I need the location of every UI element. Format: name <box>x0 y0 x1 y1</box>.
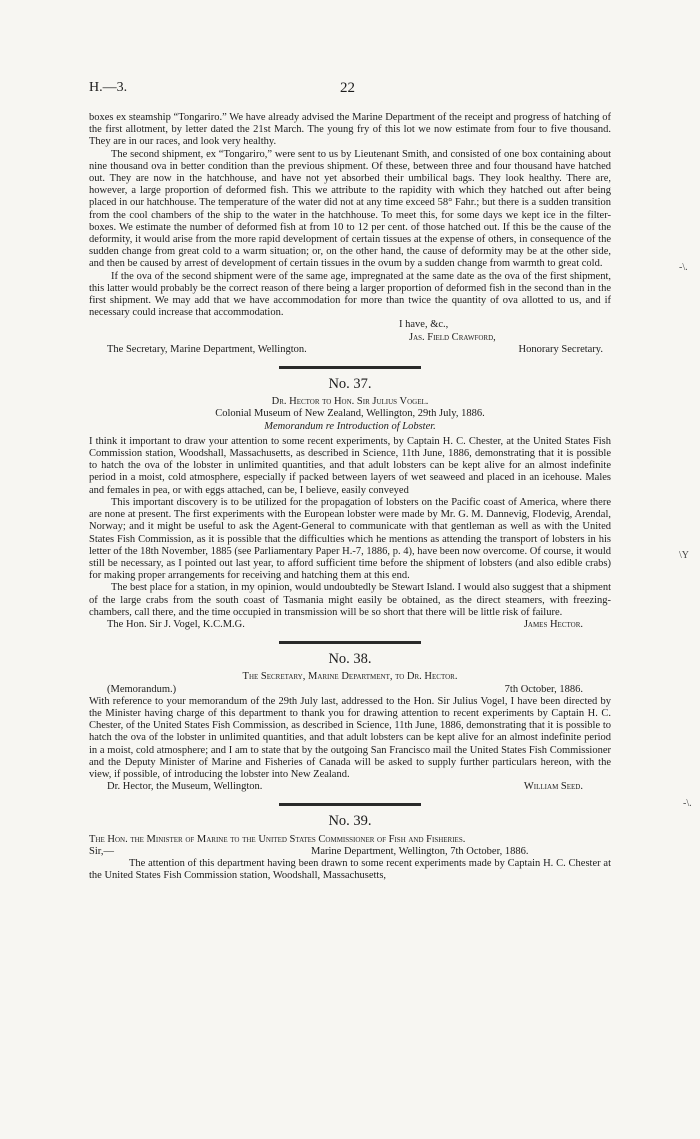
place-date: Marine Department, Wellington, 7th October, 1886. <box>311 845 529 857</box>
memo-date: 7th October, 1886. <box>504 683 583 695</box>
section-from-to: The Hon. the Minister of Marine to the United States Commissioner of Fish and Fisheries. <box>89 833 466 845</box>
section-divider <box>89 641 611 644</box>
addressee: The Hon. Sir J. Vogel, K.C.M.G. <box>107 618 245 630</box>
paragraph: This important discovery is to be utilized for the propagation of lobsters on the Pacific coast of America, where there are none at present. The first experiments with the European lobster were made by Mr. G. M. Dannevig, Flodevig, Arendal, Norway; and it might be useful to ask the Agent-General to communicate with that gentleman as well as with the United States Fish Commission, as it is possible that the difficulties which he mentions as attending the transport of lobsters in his letter of the 18th November, 1885 (see Parliamentary Paper H.-7, 1886, p. 4), have been now overcome. Of course, it would still be necessary, as I pointed out last year, to afford sufficient time before the shipment of lobsters (and also edible crabs) for making proper arrangements for receiving and hatching them at this end. <box>89 496 611 582</box>
section-title: No. 38. <box>328 651 372 668</box>
addressee: Dr. Hector, the Museum, Wellington. <box>107 781 263 793</box>
memo-subject: Memorandum re Introduction of Lobster. <box>264 420 436 432</box>
signer-title: Honorary Secretary. <box>518 343 603 355</box>
memo-date-line <box>89 684 611 696</box>
signature-line <box>89 781 611 793</box>
paragraph: With reference to your memorandum of the 29th July last, addressed to the Hon. Sir Julius Vogel, I have been directed by the Minister having charge of this department to thank you for drawing attention to recent experiments by Captain H. C. Chester, of the United States Fish Commission, as described in Science, 11th June, 1886, demonstrating that it is possible to hatch the ova of the lobster in unlimited quantities, and that adult lobsters can be kept alive for an almost indefinite period in a moist, cold atmosphere; and I am to state that by the outgoing San Francisco mail the United States Fish Commissioner and the Deputy Minister of Marine and Fisheries of Canada will be asked to supply further particulars hereon, with the view, if possible, of introducing the lobster into New Zealand. <box>89 695 611 780</box>
signer-name: James Hector. <box>523 618 583 630</box>
closing: I have, &c., <box>399 319 449 331</box>
page-header-ref: H.—3. <box>89 80 128 95</box>
section-title: No. 39. <box>328 813 372 830</box>
salutation-line <box>89 846 611 858</box>
section-from-to: The Secretary, Marine Department, to Dr. Hector. <box>242 671 458 683</box>
paragraph: The attention of this department having been drawn to some recent experiments made by Captain H. C. Chester at the United States Fish Commission station, Woodshall, Massachusetts, <box>89 857 611 882</box>
margin-mark: \Y <box>679 550 689 561</box>
page-body <box>89 112 611 882</box>
section-title: No. 37. <box>328 376 372 393</box>
signer-name: William Seed. <box>523 781 583 793</box>
paragraph: The best place for a station, in my opinion, would undoubtedly be Stewart Island. I would also suggest that a shipment of the large crabs from the south coast of Tasmania might easily be obtained, as the direct steamers, with freezing-chambers, call there, and the time occupied in transmission will be so short that there will be little risk of failure. <box>89 582 611 618</box>
paragraph: The second shipment, ex “Tongariro,” were sent to us by Lieutenant Smith, and consisted of one box containing about nine thousand ova in better condition than the previous shipment. Of these, between three and four thousand have hatched out. They are now in the hatchhouse, and have not yet absorbed their umbilical bags. They look healthy. There are, however, a large proportion of deformed fish. This we attribute to the rapidity with which they hatched out after being placed in our hatchhouse. The temperature of the water did not at any time exceed 58° Fahr.; but there is a sudden transition from the cool chambers of the ship to the water in the hatchhouse. To meet this, for some days we kept ice in the filter-boxes. We estimate the number of deformed fish at from 10 to 12 per cent. of those hatched out. If this be the cause of the deformity, it would arise from the more rapid development of certain tissues at the expense of others, in consequence of the sudden change from great cold to a warm situation; or, on the other hand, the cause of deformity may be at the other side, and then be caused by arrest of development of certain tissues in the ovum by a sudden change from warmth to great cold. <box>89 148 611 270</box>
place-date: Colonial Museum of New Zealand, Wellington, 29th July, 1886. <box>215 408 485 420</box>
signature-line <box>89 344 611 356</box>
margin-mark: -\. <box>679 262 688 273</box>
paragraph: I think it important to draw your attention to some recent experiments, by Captain H. C. Chester, at the United States Fish Commission station, Woodshall, Massachusetts, as described in Science, 11th June, 1886, demonstrating that it is possible to hatch the ova of the lobster in unlimited quantities, and that adult lobsters can be kept alive for an almost indefinite period in a moist, cold atmosphere, especially if packed between layers of wet seaweed and placed in an icehouse. Males and females in pea, or with eggs attached, can be, I believe, easily conveyed <box>89 435 611 496</box>
section-divider <box>89 803 611 806</box>
signer-name: Jas. Field Crawford, <box>409 331 496 343</box>
addressee: The Secretary, Marine Department, Wellington. <box>107 343 307 355</box>
signature-line <box>89 619 611 631</box>
section-divider <box>89 366 611 369</box>
paragraph: If the ova of the second shipment were of the same age, impregnated at the same date as the ova of the first shipment, this latter would probably be the correct reason of there being a larger proportion of deformed fish in the second than in the first shipment. We may add that we have accommodation for more than twice the quantity of ova allotted to us, and if necessary could increase that accommodation. <box>89 270 611 319</box>
memo-label: (Memorandum.) <box>107 683 177 695</box>
margin-mark: -\. <box>683 798 692 809</box>
salutation: Sir,— <box>89 845 114 857</box>
paragraph: boxes ex steamship “Tongariro.” We have already advised the Marine Department of the receipt and progress of hatching of the first allotment, by letter dated the 21st March. The young fry of this lot we now estimate from four to five thousand. They are in our races, and look very healthy. <box>89 112 611 148</box>
section-from-to: Dr. Hector to Hon. Sir Julius Vogel. <box>271 396 429 408</box>
page-number: 22 <box>340 80 355 96</box>
